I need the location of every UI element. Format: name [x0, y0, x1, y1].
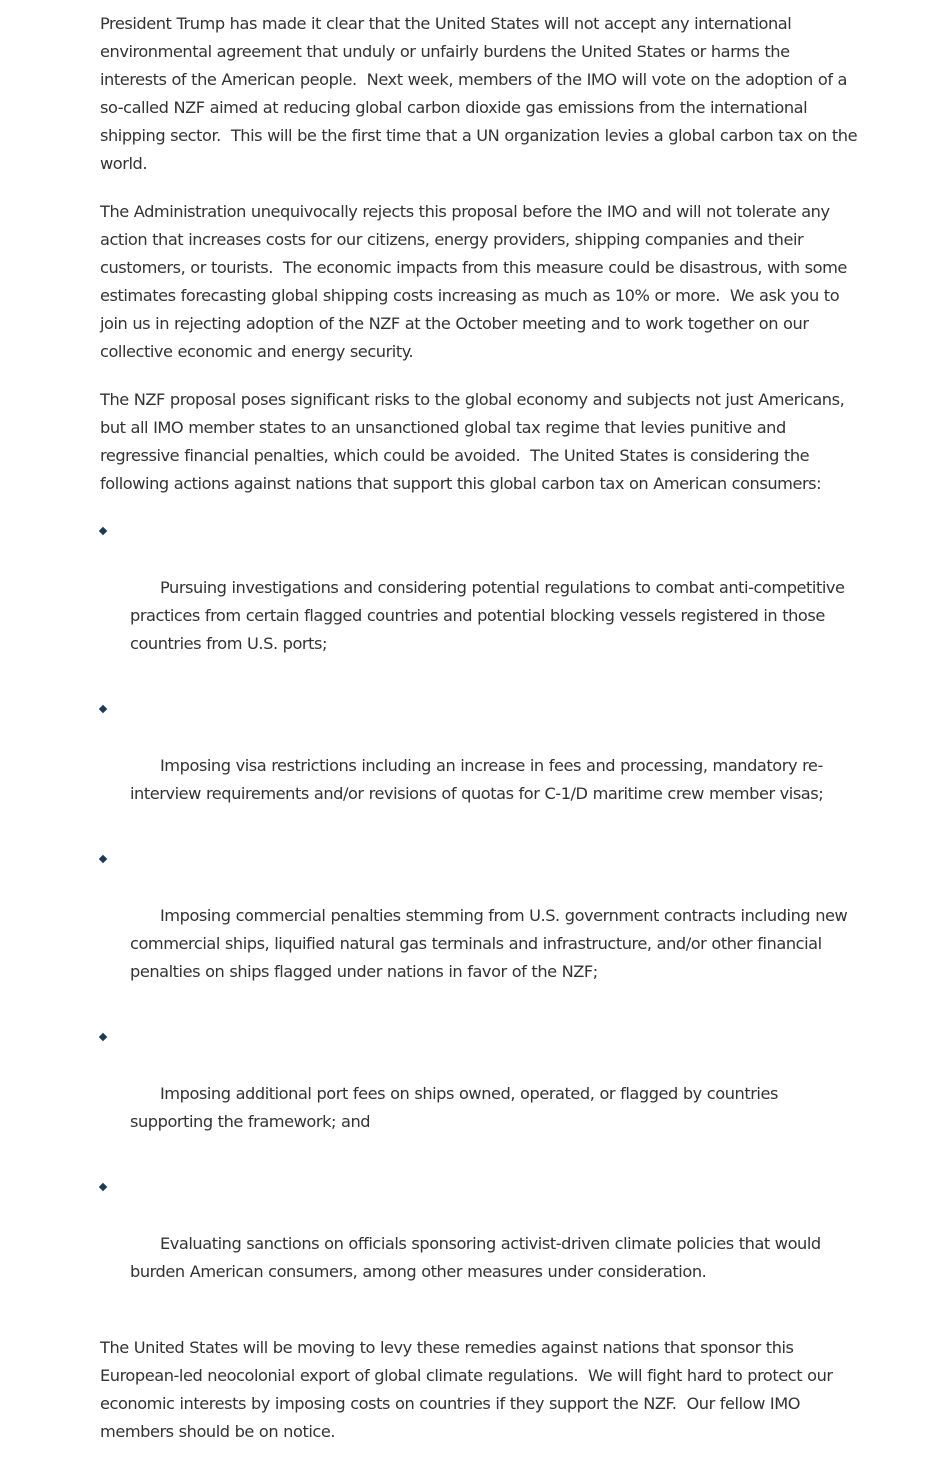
- actions-list: [100, 518, 860, 1314]
- diamond-bullet-icon: [99, 705, 107, 713]
- list-item: [100, 696, 860, 836]
- paragraph-risks: The NZF proposal poses significant risks to the global economy and subjects not just Americans, but all IMO member states to an unsanctioned global tax regime that levies punitive and regressive financial penalties, which could be avoided. The United States is considering the following actions against nations that support this global carbon tax on American consumers:: [100, 390, 850, 493]
- list-item: [100, 518, 860, 686]
- paragraph-conclusion: The United States will be moving to levy these remedies against nations that sponsor this European-led neocolonial export of global climate regulations. We will fight hard to protect our economic interests by imposing costs on countries if they support the NZF. Our fellow IMO members should be on notice.: [100, 1338, 838, 1441]
- diamond-bullet-icon: [99, 1033, 107, 1041]
- statement-body: [100, 10, 863, 1466]
- list-item-text: Evaluating sanctions on officials sponsoring activist-driven climate policies that would burden American consumers, among other measures under consideration.: [130, 1234, 826, 1281]
- list-item-text: Pursuing investigations and considering potential regulations to combat anti-competitive practices from certain flagged countries and potential blocking vessels registered in those countries from U.S. ports;: [130, 578, 850, 653]
- paragraph-intro: President Trump has made it clear that the United States will not accept any international environmental agreement that unduly or unfairly burdens the United States or harms the interests of the American people. Next week, members of the IMO will vote on the adoption of a so-called NZF aimed at reducing global carbon dioxide gas emissions from the international shipping sector. This will be the first time that a UN organization levies a global carbon tax on the world.: [100, 14, 863, 173]
- diamond-bullet-icon: [99, 855, 107, 863]
- list-item-text: Imposing additional port fees on ships owned, operated, or flagged by countries supporting the framework; and: [130, 1084, 783, 1131]
- list-item: [100, 846, 860, 1014]
- diamond-bullet-icon: [99, 527, 107, 535]
- list-item: [100, 1174, 860, 1314]
- diamond-bullet-icon: [99, 1183, 107, 1191]
- list-item-text: Imposing visa restrictions including an increase in fees and processing, mandatory re-interview requirements and/or revisions of quotas for C-1/D maritime crew member visas;: [130, 756, 824, 803]
- paragraph-rejection: The Administration unequivocally rejects this proposal before the IMO and will not tolerate any action that increases costs for our citizens, energy providers, shipping companies and their customers, or tourists. The economic impacts from this measure could be disastrous, with some estimates forecasting global shipping costs increasing as much as 10% or more. We ask you to join us in rejecting adoption of the NZF at the October meeting and to work together on our collective economic and energy security.: [100, 202, 852, 361]
- list-item: [100, 1024, 860, 1164]
- list-item-text: Imposing commercial penalties stemming from U.S. government contracts including new commercial ships, liquified natural gas terminals and infrastructure, and/or other financial penalties on ships flagged under nations in favor of the NZF;: [130, 906, 853, 981]
